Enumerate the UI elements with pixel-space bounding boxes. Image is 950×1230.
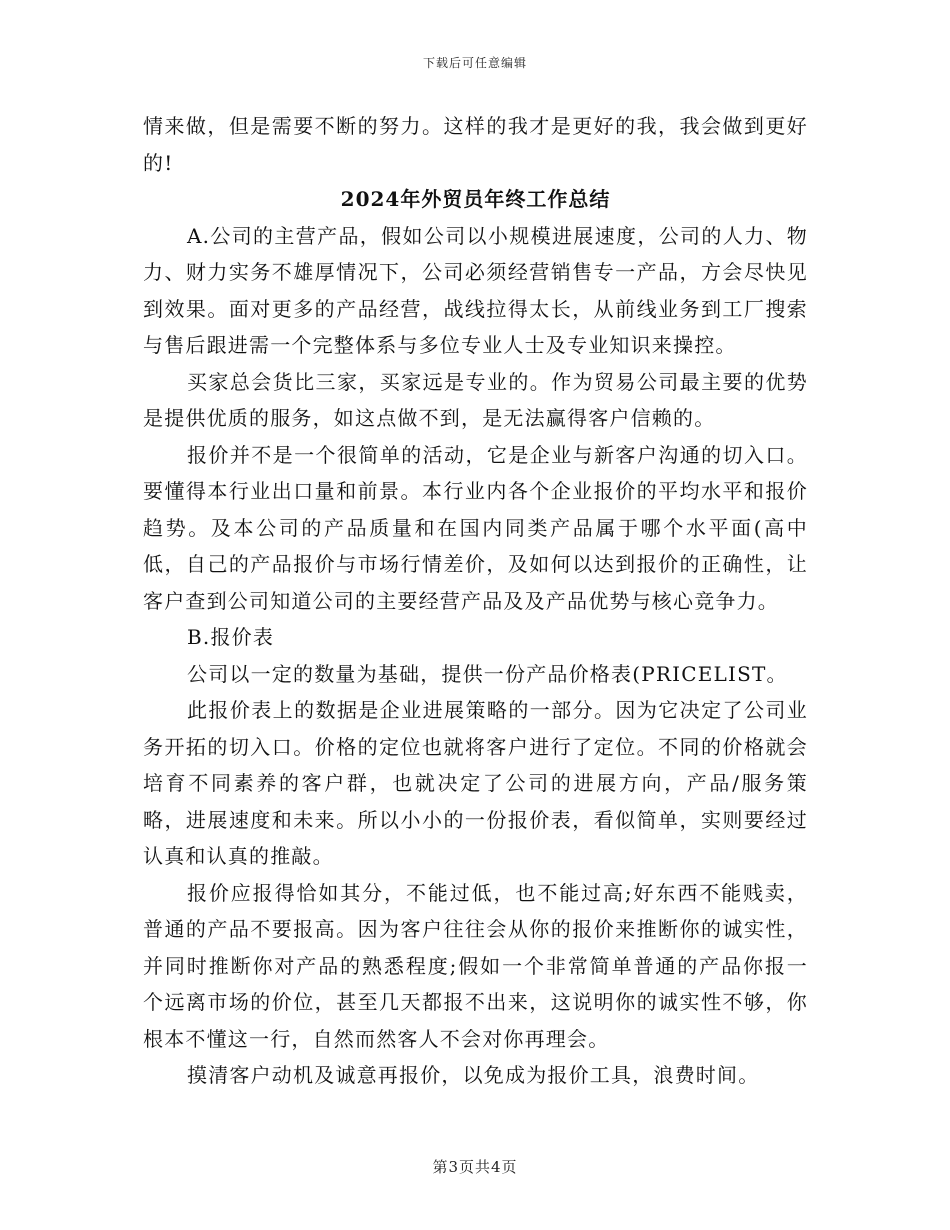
document-title: 2024年外贸员年终工作总结 (340, 187, 611, 211)
paragraph-customer-motive: 摸清客户动机及诚意再报价，以免成为报价工具，浪费时间。 (187, 1063, 760, 1087)
paragraph-quotation: 报价并不是一个很简单的活动，它是企业与新客户沟通的切入口。要懂得本行业出口量和前景。本行业内各个企业报价的平均水平和报价趋势。及本公司的产品质量和在国内同类产品属于哪个水平面(高中低，自己的产品报价与市场行情差价，及如何以达到报价的正确性，让客户查到公司知道公司的主要经营产品及及产品优势与核心竞争力。 (143, 442, 808, 613)
paragraph-pricing-advice: 报价应报得恰如其分，不能过低，也不能过高;好东西不能贱卖，普通的产品不要报高。因为客户往往会从你的报价来推断你的诚实性，并同时推断你对产品的熟悉程度;假如一个非常简单普通的产品你报一个远离市场的价位，甚至几天都报不出来，这说明你的诚实性不够，你根本不懂这一行，自然而然客人不会对你再理会。 (143, 880, 808, 1051)
document-body (143, 108, 808, 1094)
paragraph-main-products: A.公司的主营产品，假如公司以小规模进展速度，公司的人力、物力、财力实务不雄厚情况下，公司必须经营销售专一产品，方会尽快见到效果。面对更多的产品经营，战线拉得太长，从前线业务到工厂搜索与售后跟进需一个完整体系与多位专业人士及专业知识来操控。 (143, 223, 808, 357)
paragraph-price-strategy: 此报价表上的数据是企业进展策略的一部分。因为它决定了公司业务开拓的切入口。价格的定位也就将客户进行了定位。不同的价格就会培育不同素养的客户群，也就决定了公司的进展方向，产品/服务策略，进展速度和未来。所以小小的一份报价表，看似简单，实则要经过认真和认真的推敲。 (143, 698, 808, 868)
lead-paragraph: 情来做，但是需要不断的努力。这样的我才是更好的我，我会做到更好的! (143, 114, 808, 175)
section-heading-price-list: B.报价表 (187, 625, 275, 649)
paragraph-buyers: 买家总会货比三家，买家远是专业的。作为贸易公司最主要的优势是提供优质的服务，如这点做不到，是无法赢得客户信赖的。 (143, 369, 808, 430)
page-header: 下载后可任意编辑 (422, 56, 527, 70)
page-footer: 第3页共4页 (432, 1158, 518, 1176)
paragraph-price-list-intro: 公司以一定的数量为基础，提供一份产品价格表(PRICELIST。 (187, 661, 788, 686)
